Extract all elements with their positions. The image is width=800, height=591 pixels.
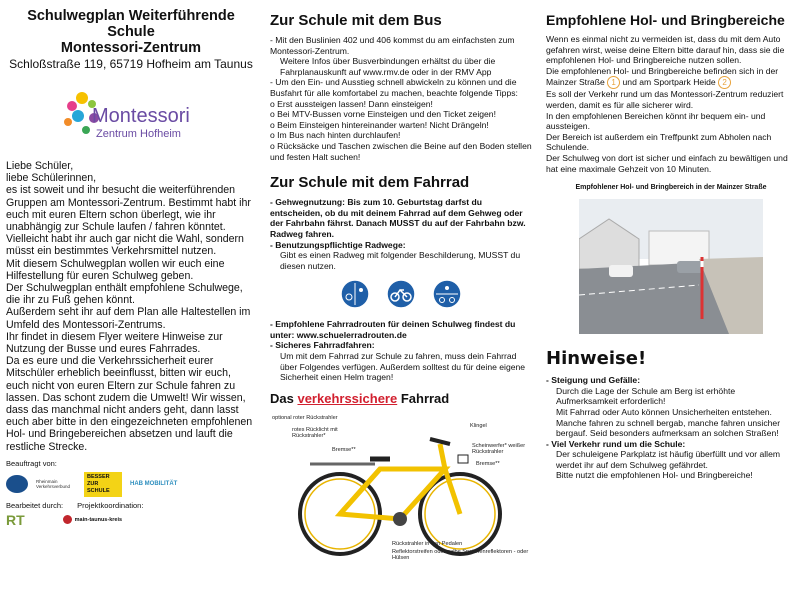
credits-logos (6, 512, 256, 528)
mtk-text: main-taunus-kreis (74, 516, 123, 523)
bus-title: Zur Schule mit dem Bus (270, 12, 442, 29)
photo-caption: Empfohlener Hol- und Bringbereich in der Mainzer Straße (575, 184, 767, 192)
bearbeitet-label: Bearbeitet durch: (6, 500, 64, 510)
label-pedals: Rückstrahler in den Pedalen (392, 540, 463, 547)
shared-path-sign-icon (432, 279, 462, 309)
diagram-title: Das verkehrssichere Fahrrad (270, 390, 450, 406)
pickup-line: Wenn es einmal nicht zu vermeiden ist, dass du mit dem Auto gefahren wirst, weise deine Eltern bitte darauf hin, dass sie die empfohlenen Hol- und Bringbereiche nutzen sollen. (546, 34, 785, 66)
bike-pedestrian-sign-icon (340, 279, 370, 309)
middle-column (264, 0, 534, 568)
marker-2-icon: 2 (718, 76, 731, 89)
rt-logo: RT (6, 511, 25, 528)
intro-line: Liebe Schüler, (6, 160, 74, 172)
hint-line: Der schuleigene Parkplatz ist häufig überfüllt und vor allem werdet ihr auf dem Schulweg gefährdet. (556, 449, 781, 470)
bus-line: - Mit den Buslinien 402 und 406 kommst du am einfachsten zum Montessori-Zentrum. (270, 35, 515, 56)
pickup-line: Der Bereich ist außerdem ein Treffpunkt zum Abholen nach Schulende. (546, 131, 772, 153)
bus-line: o Bei MTV-Bussen vorne Einsteigen und den Ticket zeigen! (270, 109, 496, 120)
projekt-label: Projektkoordination: (77, 500, 144, 510)
bus-line: o Im Bus nach hinten durchlaufen! (270, 130, 401, 141)
intro-line: es ist soweit und ihr besucht die weiterführenden Gruppen am Montessori-Zentrum. Bestimmt habt ihr euch mit euren Eltern schon überlegt, wie ihr unabhängig zur Schule laufen / fahren könntet. (6, 184, 251, 234)
intro-line: Vielleicht habt ihr auch gar nicht die Wahl, sondern müsst ein bestimmtes Verkehrsmittel nutzen. (6, 233, 244, 258)
bike2-line: - Sicheres Fahrradfahren: (270, 340, 375, 351)
intro-line: Ihr findet in diesem Flyer weitere Hinweise zur Nutzung der Busse und eures Fahrrades. (6, 330, 223, 356)
rmv-text: Rheinmain Verkehrsverbund (36, 479, 71, 490)
intro-line: Da es eure und die Verkehrssicherheit eurer Mitschüler erheblich beeinflusst, bitten wir euch, euch nicht von euren Eltern zur Schule fahren zu lassen. Das schont zudem die Umwelt! Wir wissen, dass das manchmal nicht anders geht, dann lasst euch aber bitte in den eingezeichneten empfohlenen Hol- und Bringebereichen absetzen und lauft die restliche Strecke. (6, 355, 253, 453)
bike-line: - Gehwegnutzung: Bis zum 10. Geburtstag darfst du entscheiden, ob du mit deinem Fahrrad auf dem Gehweg oder der Fahrbahn fährst. Danach MUSST du auf der Fahrbahn bzw. Radweg fahren. (270, 197, 526, 239)
mobilitaet-logo: HAB MOBILITÄT (130, 481, 178, 488)
bike-line: Gibt es einen Radweg mit folgender Beschilderung, MUSST du diesen nutzen. (280, 250, 521, 271)
logo-sub: Zentrum Hofheim (96, 128, 181, 140)
besser-zur-schule-logo: BESSER ZUR SCHULE (84, 472, 122, 497)
bike-title: Zur Schule mit dem Fahrrad (270, 174, 470, 192)
title-line2: Montessori-Zentrum (60, 40, 202, 56)
pickup-line: In den empfohlenen Bereichen könnt ihr bequem ein- und aussteigen. (546, 110, 766, 132)
street-photo-image (579, 199, 763, 334)
bus-line: Weitere Infos über Busverbindungen erhältst du über die Fahrplanauskunft auf www.rmv.de oder in der RMV App (280, 56, 496, 77)
label-brake-rear: Bremse** (332, 446, 356, 453)
bike-signs (270, 279, 532, 309)
hints-title: Hinweise! (546, 348, 647, 370)
beauftragt-label: Beauftragt von: (6, 458, 57, 468)
montessori-logo (64, 90, 256, 148)
label-spokes: Reflektorstreifen oder gelbe Speichenreflektoren - oder Hülsen (392, 548, 529, 562)
main-taunus-logo (63, 515, 122, 524)
credits-row (6, 501, 256, 510)
pickup-title: Empfohlene Hol- und Bringbereiche (546, 12, 785, 28)
logo-name: Montessori (92, 105, 190, 127)
bus-line: o Beim Einsteigen hintereinander warten! Nicht Drängeln! (270, 119, 489, 130)
hint-line: Bitte nutzt die empfohlenen Hol- und Bringbereiche! (556, 470, 753, 481)
label-bell: Klingel (470, 422, 487, 429)
label-rear-reflector: optional roter Rückstrahler (272, 414, 338, 421)
hints-text (546, 375, 796, 481)
mtk-dot-icon (63, 515, 72, 524)
bus-line: o Rücksäcke und Taschen zwischen die Beine auf den Boden stellen und festen Halt suchen! (270, 140, 532, 162)
rmv-logo (6, 475, 28, 493)
pickup-text (546, 34, 796, 174)
bike-path-sign-icon (386, 279, 416, 309)
right-column (540, 0, 800, 568)
hint-line: - Viel Verkehr rund um die Schule: (546, 438, 686, 449)
bus-line: - Um den Ein- und Ausstieg schnell abwickeln zu können und die Busfahrt für alle komfortabel zu machen, beachte folgende Tipps: (270, 77, 518, 98)
street-photo (579, 199, 763, 334)
address: Schloßstraße 119, 65719 Hofheim am Taunus (9, 57, 253, 71)
label-headlight: Scheinwerfer* weißer Rückstrahler (472, 442, 526, 456)
marker-1-icon: 1 (607, 76, 620, 89)
pickup-line: Es soll der Verkehr rund um das Montessori-Zentrum reduziert werden, damit es für alle sicherer wird. (546, 89, 784, 110)
intro-line: Der Schulwegplan enthält empfohlene Schulwege, die ihr zu Fuß gehen könnt. (6, 282, 243, 307)
bike2-line: - Empfohlene Fahrradrouten für deinen Schulweg findest du unter: www.schuelerradrouten.de (270, 319, 516, 340)
bike-text-2 (270, 319, 532, 383)
hint-line: - Steigung und Gefälle: (546, 375, 641, 386)
left-column (0, 0, 262, 568)
safe-bike-diagram (270, 391, 532, 591)
intro-text (6, 160, 256, 453)
intro-line: Außerdem seht ihr auf dem Plan alle Haltestellen im Umfeld des Montessori-Zentrums. (6, 306, 251, 331)
hint-line: Durch die Lage der Schule am Berg ist erhöhte Aufmerksamkeit erforderlich! (556, 385, 736, 407)
bike-text (270, 197, 532, 271)
label-rear-light: rotes Rücklicht mit Rückstrahler* (292, 426, 338, 440)
hint-line: Mit Fahrrad oder Auto können Unsicherheiten entstehen. (556, 406, 772, 417)
pickup-line: Die empfohlenen Hol- und Bringbereiche befinden sich in der Mainzer Straße 1 und am Sportpark Heide 2 (546, 65, 779, 88)
bike2-line: Um mit dem Fahrrad zur Schule zu fahren, muss dein Fahrrad über Folgendes verfügen. Außerdem solltest du für deine eigene Sicherheit einen Helm tragen! (280, 351, 526, 383)
intro-line: Mit diesem Schulwegplan wollen wir euch eine Hilfestellung für euren Schulweg geben. (6, 257, 225, 282)
bus-line: o Erst aussteigen lassen! Dann einsteigen! (270, 98, 433, 109)
title-line1: Schulwegplan Weiterführende Schule (27, 8, 235, 40)
label-brake-front: Bremse** (476, 460, 500, 467)
pickup-line: Der Schulweg von dort ist sicher und einfach zu bewältigen und hat eine maximale Gehzeit von 10 Minuten. (546, 152, 788, 174)
bus-text (270, 35, 532, 162)
hint-line: Manche fahren zu schnell bergab, manche fahren unsicher bergauf. Seid besonders aufmerksam an solchen Straßen! (556, 417, 781, 439)
bike-line: - Benutzungspflichtige Radwege: (270, 239, 406, 250)
diagram-title-highlight: verkehrssichere (297, 390, 398, 406)
sponsor-row (6, 472, 256, 497)
intro-line: liebe Schülerinnen, (6, 172, 97, 185)
